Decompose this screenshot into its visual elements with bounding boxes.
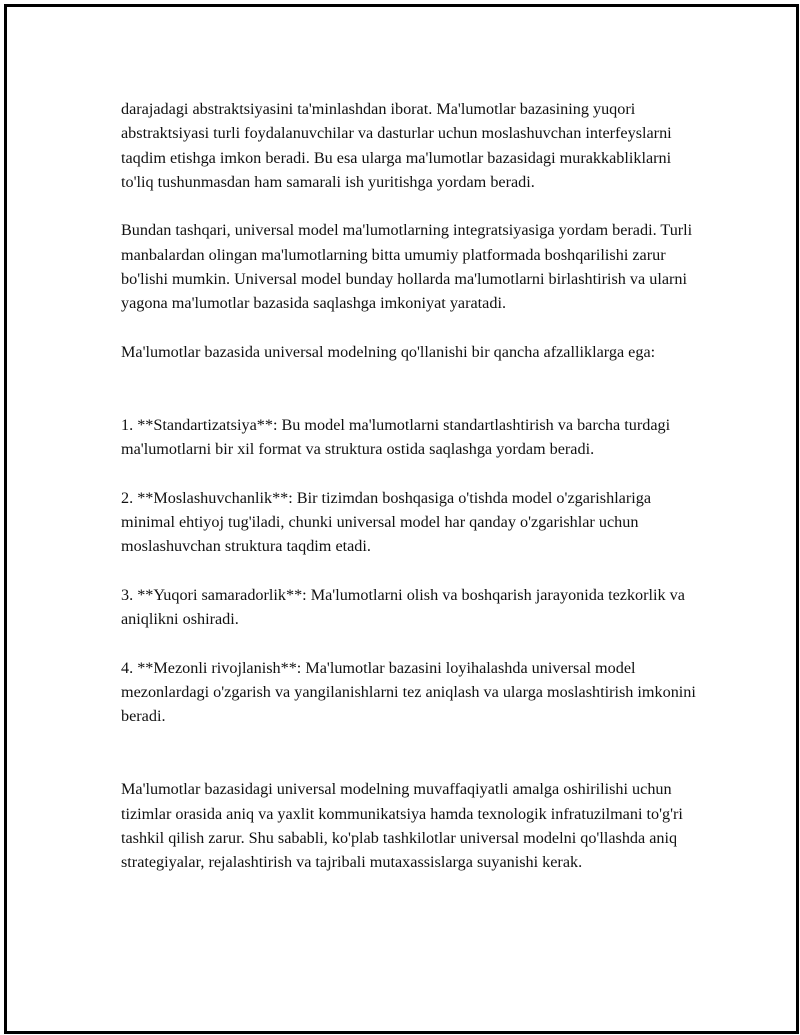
list-item-efficiency: 3. **Yuqori samaradorlik**: Ma'lumotlarni olish va boshqarish jarayonida tezkorlik va aniqlikni oshiradi. bbox=[121, 585, 685, 629]
paragraph-conclusion: Ma'lumotlar bazasidagi universal modelning muvaffaqiyatli amalga oshirilishi uchun tizimlar orasida aniq va yaxlit kommunikatsiya hamda texnologik infratuzilmani to'g'ri tashkil qilish zarur. Shu sababli, ko'plab tashkilotlar universal modelni qo'llashda aniq strategiyalar, rejalashtirish va tajribali mutaxassislarga suyanishi kerak. bbox=[121, 780, 683, 872]
list-item-flexibility: 2. **Moslashuvchanlik**: Bir tizimdan boshqasiga o'tishda model o'zgarishlariga minimal ehtiyoj tug'iladi, chunki universal model har qanday o'zgarishlar uchun moslashuvchan struktura taqdim etadi. bbox=[121, 488, 652, 556]
advantages-list bbox=[121, 389, 701, 753]
list-item-development: 4. **Mezonli rivojlanish**: Ma'lumotlar bazasini loyihalashda universal model mezonlardagi o'zgarish va yangilanishlarni tez aniqlash va ularga moslashtirish imkonini beradi. bbox=[121, 658, 696, 726]
page-frame bbox=[4, 4, 799, 1034]
paragraph-integration: Bundan tashqari, universal model ma'lumotlarning integratsiyasiga yordam beradi. Turli manbalardan olingan ma'lumotlarning bitta umumiy platformada boshqarilishi zarur bo'lishi mumkin. Universal model bunday hollarda ma'lumotlarni birlashtirish va ularni yagona ma'lumotlar bazasida saqlashga imkoniyat yaratadi. bbox=[121, 221, 693, 313]
document-body bbox=[121, 97, 701, 875]
paragraph-advantages-intro: Ma'lumotlar bazasida universal modelning qo'llanishi bir qancha afzalliklarga ega: bbox=[121, 342, 656, 361]
paragraph-abstraction: darajadagi abstraktsiyasini ta'minlashdan iborat. Ma'lumotlar bazasining yuqori abstraktsiyasi turli foydalanuvchilar va dasturlar uchun moslashuvchan interfeyslarni taqdim etishga imkon beradi. Bu esa ularga ma'lumotlar bazasidagi murakkabliklarni to'liq tushunmasdan ham samarali ish yuritishga yordam beradi. bbox=[121, 100, 672, 191]
list-item-standardization: 1. **Standartizatsiya**: Bu model ma'lumotlarni standartlashtirish va barcha turdagi ma'lumotlarni bir xil format va struktura ostida saqlashga yordam beradi. bbox=[121, 415, 671, 459]
